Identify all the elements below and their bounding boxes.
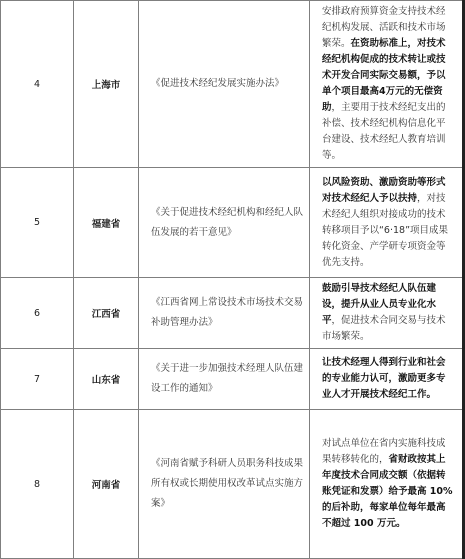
table-row — [1, 1, 464, 168]
table-row — [1, 349, 464, 410]
row-number: 7 — [1, 349, 74, 410]
table-row — [1, 410, 464, 559]
policy-title: 《江西省网上常设技术市场技术交易补助管理办法》 — [139, 278, 310, 349]
policy-title: 《河南省赋予科研人员职务科技成果所有权或长期使用权改革试点实施方案》 — [139, 410, 310, 559]
policy-content — [310, 168, 464, 278]
policy-content — [310, 1, 464, 168]
table-row — [1, 168, 464, 278]
row-number: 4 — [1, 1, 74, 168]
content-highlight: 鼓励引导技术经纪人队伍建设，提升从业人员专业化水平 — [322, 283, 437, 326]
content-text: 安排政府预算资金支持技术经纪机构发展、活跃和技术市场繁荣。 — [322, 6, 446, 49]
policy-title: 《关于进一步加强技术经理人队伍建设工作的通知》 — [139, 349, 310, 410]
province-name: 江西省 — [74, 278, 139, 349]
province-name: 上海市 — [74, 1, 139, 168]
row-number: 5 — [1, 168, 74, 278]
content-text: 对试点单位在省内实施科技成果转移转化的， — [322, 438, 446, 465]
content-text: ，促进技术合同交易与技术市场繁荣。 — [322, 315, 446, 342]
policy-content — [310, 278, 464, 349]
province-name: 河南省 — [74, 410, 139, 559]
content-highlight: 在资助标准上，对技术经纪机构促成的技术转让或技术开发合同实际交易额，予以单个项目最高4万元的无偿资助 — [322, 38, 446, 113]
policy-title: 《促进技术经纪发展实施办法》 — [139, 1, 310, 168]
content-highlight: 以风险资助、激励资助等形式对技术经纪人予以扶持 — [322, 176, 446, 204]
content-highlight: 让技术经理人得到行业和社会的专业能力认可，激励更多专业人才开展技术经纪工作。 — [322, 357, 446, 400]
policy-title: 《关于促进技术经纪机构和经纪人队伍发展的若干意见》 — [139, 168, 310, 278]
content-highlight: 省财政按其上年度技术合同成交额（依据转账凭证和发票）给予最高 10%的后补助，每家单位每年最高不超过 100 万元。 — [322, 454, 453, 529]
policy-content — [310, 410, 464, 559]
policy-content — [310, 349, 464, 410]
province-name: 福建省 — [74, 168, 139, 278]
content-text: ，对技术经纪人组织对接成功的技术转移项目予以“6·18”项目成果转化资金、产学研专项资金等优先支持。 — [322, 192, 448, 268]
province-name: 山东省 — [74, 349, 139, 410]
content-text: ，主要用于技术经纪支出的补偿、技术经纪机构信息化平台建设、技术经纪人教育培训等。 — [322, 102, 446, 161]
table-row — [1, 278, 464, 349]
row-number: 8 — [1, 410, 74, 559]
row-number: 6 — [1, 278, 74, 349]
